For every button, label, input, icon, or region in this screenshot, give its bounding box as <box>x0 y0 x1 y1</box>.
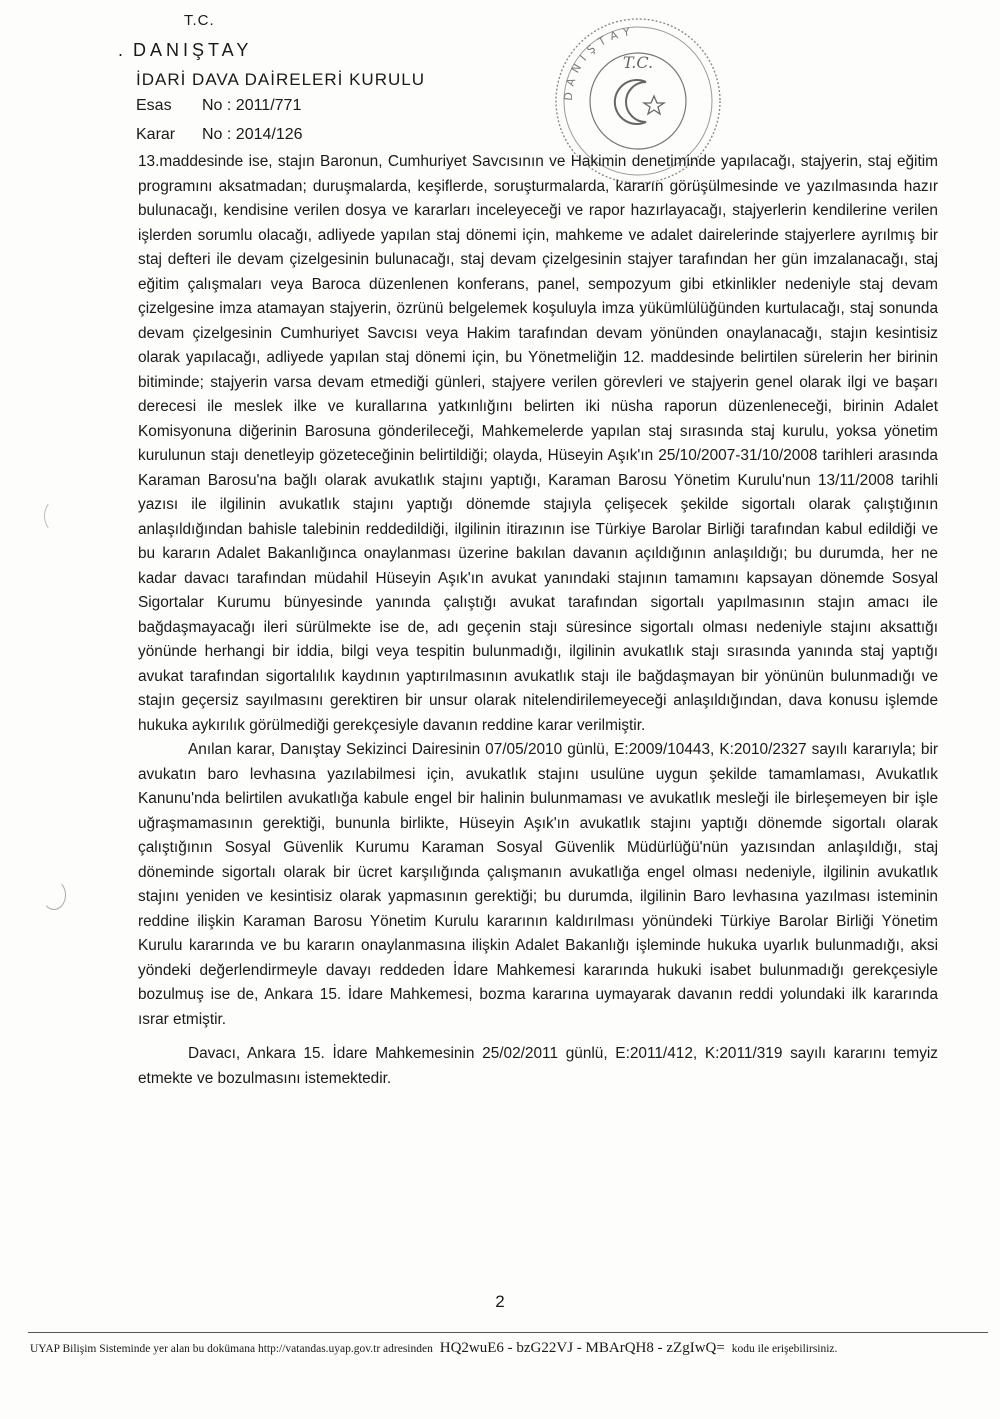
body-paragraph-2: Anılan karar, Danıştay Sekizinci Dairesinin 07/05/2010 günlü, E:2009/10443, K:2010/2327 sayılı kararıyla; bir avukatın baro levhasına yazılabilmesi için, avukatlık stajını usulüne uygun şekilde tamamlaması, Avukatlık Kanunu'nda belirtilen avukatlığa kabule engel bir halinin bulunmaması ve avukatlık mesleği ile birleşemeyen bir işle uğraşmamasının gerektiği, bununla birlikte, Hüseyin Aşık'ın avukatlık stajını yaptığı dönemde sigortalı olarak çalıştığının Sosyal Güvenlik Kurumu Karaman Sosyal Güvenlik Müdürlüğü'nün yazısından anlaşıldığı, staj döneminde sigortalı olarak bir ücret karşılığında çalışmanın avukatlığa engel olması nedeniyle, ilgilinin avukatlık stajını yeniden ve kesintisiz olarak yapmasının gerektiği; bu durumda, ilgilinin Baro levhasına yazılması isteminin reddine ilişkin Karaman Barosu Yönetim Kurulu kararının kaldırılması yönündeki Türkiye Barolar Birliği Yönetim Kurulu kararında ve bu kararın onaylanmasına ilişkin Adalet Bakanlığı işleminde hukuka uyarlık bulunmadığı, aksi yöndeki değerlendirmeyle davayı reddeden İdare Mahkemesi kararında hukuki isabet bulunmadığı gerekçesiyle bozulmuş ise de, Ankara 15. İdare Mahkemesi, bozma kararına uymayarak davanın reddi yolundaki ilk kararında ısrar etmiştir. <box>138 741 938 1028</box>
footer-prefix: UYAP Bilişim Sisteminde yer alan bu dokümana http://vatandas.uyap.gov.tr adresinden <box>30 1343 433 1355</box>
seal-ring-text: DANIŞTAY <box>561 24 637 102</box>
footer-access-code: HQ2wuE6 - bzG22VJ - MBArQH8 - zZgIwQ= <box>439 1340 725 1356</box>
court-name <box>118 40 252 61</box>
karar-value: No : 2014/126 <box>202 126 303 143</box>
punch-hole-mark <box>44 500 68 532</box>
esas-label: Esas <box>136 97 172 114</box>
footer-suffix: kodu ile erişebilirsiniz. <box>731 1343 838 1355</box>
board-name: İDARİ DAVA DAİRELERİ KURULU <box>136 70 425 89</box>
body-paragraph-1: 13.maddesinde ise, stajın Baronun, Cumhuriyet Savcısının ve Hakimin denetiminde yapılacağı, stajyerin, staj eğitim programını aksatmadan; duruşmalarda, keşiflerde, soruşturmalarda, kararın görüşülmesinde ve yazılmasında hazır bulunacağı, kendisine verilen dosya ve kararları inceleyeceği ve rapor hazırlayacağı, stajyerlerin kendilerine verilen işlerden sorumlu olacağı, adliyede yapılan staj dönemi için, mahkeme ve adalet dairelerinde stajyerlere ayrılmış bir staj defteri ile devam çizelgesinin bulunacağı, staj devam çizelgesinin stajyer tarafından her gün imzalanacağı, staj eğitim çalışmaları veya Baroca düzenlenen konferans, panel, sempozyum gibi etkinlikler nedeniyle staj devam çizelgesine imza atamayan stajyerin, özrünü belgelemek koşuluyla imza yükümlülüğünden kurtulacağı, staj sonunda devam çizelgesinin Cumhuriyet Savcısı veya Hakim tarafından devam yönünden onaylanacağı, stajın kesintisiz olarak yapılacağı, adliyede yapılan staj dönemi için, bu Yönetmeliğin 12. maddesinde belirtilen sürelerin her birinin bitiminde; stajyerin varsa devam etmediği günleri, stajyere verilen görevleri ve stajyerin genel olarak ilgi ve başarı derecesi ile meslek ilke ve kurallarına yatkınlığını belirten iki nüsha raporun düzenleneceği, birinin Adalet Komisyonuna diğerinin Barosuna gönderileceği, Mahkemelerde yapılan staj sırasında staj kurulu, yoksa yönetim kurulunun stajı denetleyip gözeteceğinin belirtildiği; olayda, Hüseyin Aşık'ın 25/10/2007-31/10/2008 tarihleri arasında Karaman Barosu'na bağlı olarak avukatlık stajını yaptığı, Karaman Barosu Yönetim Kurulu'nun 13/11/2008 tarihli yazısı ile ilgilinin avukatlık stajını yaptığı dönemde stajıyla çelişecek şekilde sigortalı olarak çalıştığının anlaşıldığından bahisle talebinin reddedildiği, ilgilinin itirazının ise Türkiye Barolar Birliği tarafından kabul edildiği ve bu kararın Adalet Bakanlığınca onaylanması üzerine bakılan davanın açıldığının anlaşıldığı; bu durumda, her ne kadar davacı tarafından müdahil Hüseyin Aşık'ın avukat yanındaki stajının tamamını kapsayan dönemde Sosyal Sigortalar Kurumu bünyesinde yanında çalıştığı avukat tarafından sigortalı yapılmasının stajın amacı ile bağdaşmayacağı ileri sürülmekte ise de, adı geçenin stajı süresince sigortalı olması nedeniyle stajını aksattığı yönünde herhangi bir iddia, bilgi veya tespitin bulunmadığı, ilgilinin avukatlık stajı sırasında yanında staj yaptığı avukat tarafından sigortalılık kaydının yaptırılmasının avukatlık stajı ile bağdaşmayan bir yönünün bulunmadığı ve stajın geçersiz sayılmasını gerektiren bir unsur olarak nitelendirilemeyeceği anlaşıldığından, dava konusu işlemde hukuka aykırılık görülmediği gerekçesiyle davanın reddine karar verilmiştir. <box>138 153 938 734</box>
decision-body <box>138 150 938 1091</box>
karar-line <box>136 126 303 144</box>
seal-top-text: T.C. <box>622 53 654 72</box>
court-bullet: . <box>118 40 124 60</box>
court-name-text: DANIŞTAY <box>133 40 253 60</box>
footer-divider <box>28 1332 988 1333</box>
punch-hole-mark <box>42 880 66 910</box>
karar-label: Karar <box>136 126 176 143</box>
page-number: 2 <box>495 1292 505 1311</box>
esas-line <box>136 97 301 115</box>
header-tc: T.C. <box>184 12 215 29</box>
footer-verification <box>30 1340 995 1357</box>
body-paragraph-3: Davacı, Ankara 15. İdare Mahkemesinin 25/02/2011 günlü, E:2011/412, K:2011/319 sayılı kararını temyiz etmekte ve bozulmasını istemektedir. <box>138 1045 938 1087</box>
esas-value: No : 2011/771 <box>202 97 302 114</box>
